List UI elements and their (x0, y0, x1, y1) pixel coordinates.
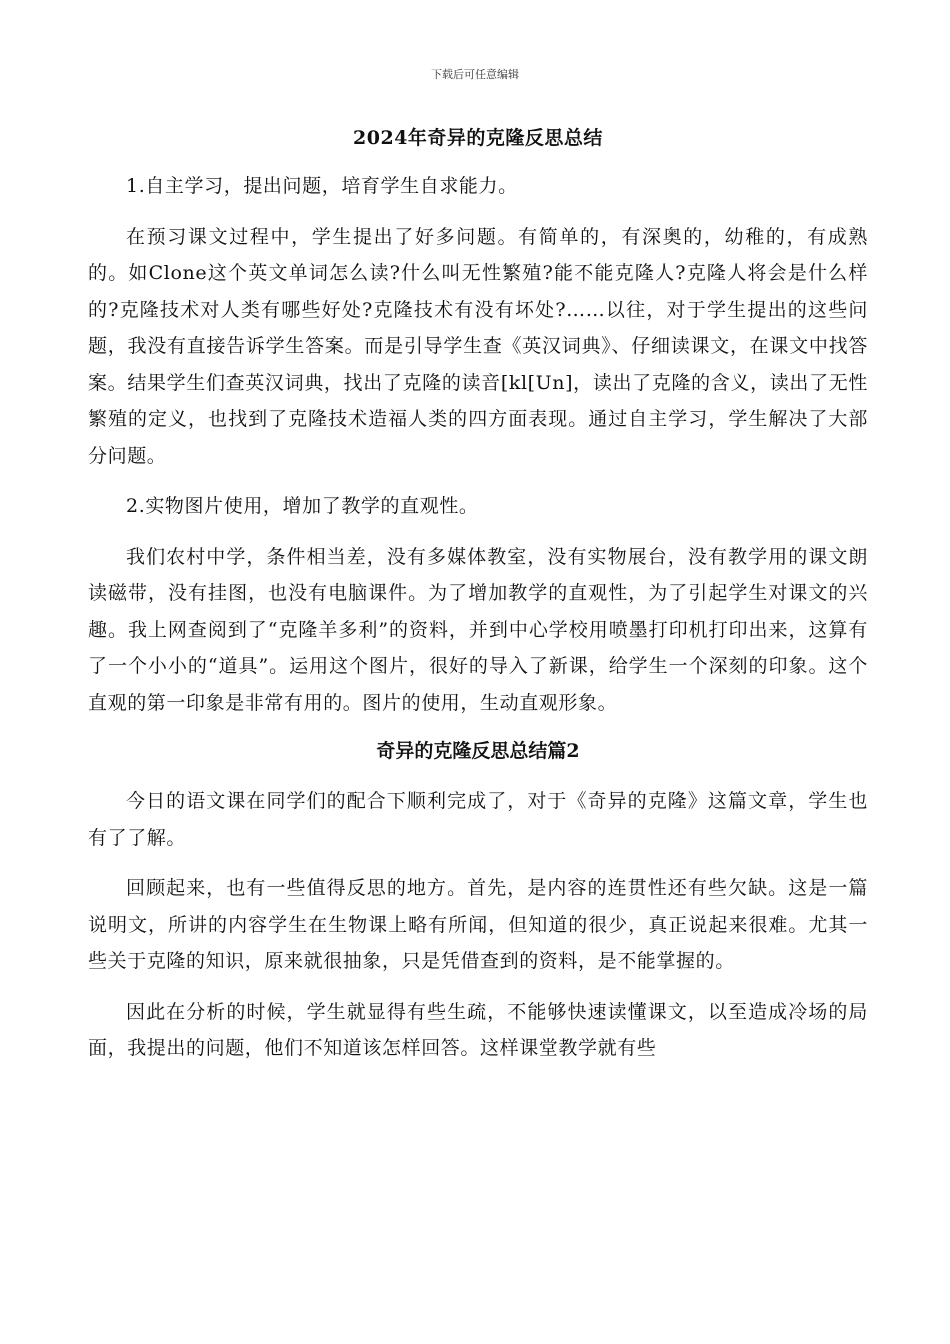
document-body (88, 118, 868, 1067)
paragraph: 回顾起来，也有一些值得反思的地方。首先，是内容的连贯性还有些欠缺。这是一篇说明文，所讲的内容学生在生物课上略有所闻，但知道的很少，真正说起来很难。尤其一些关于克隆的知识，原来就很抽象，只是凭借查到的资料，是不能掌握的。 (88, 877, 868, 972)
paragraph: 我们农村中学，条件相当差，没有多媒体教室，没有实物展台，没有教学用的课文朗读磁带，没有挂图，也没有电脑课件。为了增加教学的直观性，为了引起学生对课文的兴趣。我上网查阅到了“克隆羊多利”的资料，并到中心学校用喷墨打印机打印出来，这算有了一个小小的“道具”。运用这个图片，很好的导入了新课，给学生一个深刻的印象。这个直观的第一印象是非常有用的。图片的使用，生动直观形象。 (88, 545, 868, 714)
page-title: 2024年奇异的克隆反思总结 (353, 127, 603, 149)
paragraph: 在预习课文过程中，学生提出了好多问题。有简单的，有深奥的，幼稚的，有成熟的。如Clone这个英文单词怎么读?什么叫无性繁殖?能不能克隆人?克隆人将会是什么样的?克隆技术对人类有哪些好处?克隆技术有没有坏处?……以往，对于学生提出的这些问题，我没有直接告诉学生答案。而是引导学生查《英汉词典》、仔细读课文，在课文中找答案。结果学生们查英汉词典，找出了克隆的读音[kl[Un]，读出了克隆的含义，读出了无性繁殖的定义，也找到了克隆技术造福人类的四方面表现。通过自主学习，学生解决了大部分问题。 (88, 225, 868, 467)
paragraph: 因此在分析的时候，学生就显得有些生疏，不能够快速读懂课文，以至造成冷场的局面，我提出的问题，他们不知道该怎样回答。这样课堂教学就有些 (88, 1000, 868, 1059)
paragraph-heading-2: 2.实物图片使用，增加了教学的直观性。 (126, 495, 479, 517)
paragraph: 今日的语文课在同学们的配合下顺利完成了，对于《奇异的克隆》这篇文章，学生也有了了解。 (88, 790, 868, 849)
header-note: 下载后可任意编辑 (431, 68, 519, 81)
paragraph-heading-1: 1.自主学习，提出问题，培育学生自求能力。 (126, 175, 518, 197)
section-title: 奇异的克隆反思总结篇2 (376, 740, 580, 762)
